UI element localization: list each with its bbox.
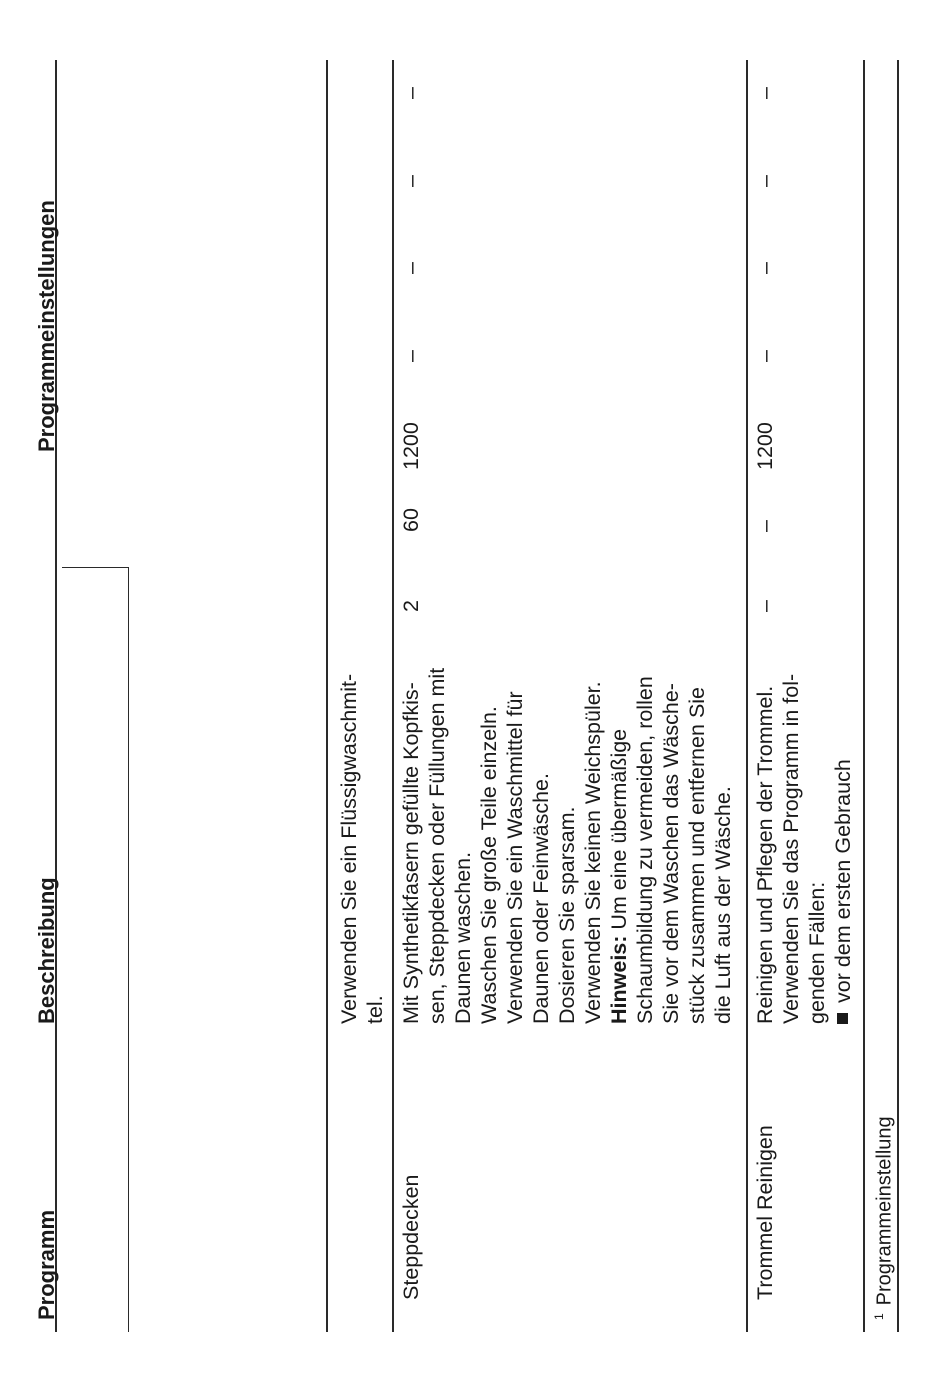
- text-line: tel.: [363, 995, 387, 1024]
- description-trommel-reinigen: [752, 674, 856, 1024]
- continuation-description: [336, 674, 388, 1024]
- note-line: [606, 668, 632, 1024]
- footnote-marker: 1: [872, 1313, 886, 1320]
- text-line: Reinigen und Pflegen der Trommel.: [753, 685, 777, 1024]
- header-description: Beschreibung: [34, 877, 59, 1024]
- rule-footnote: [863, 60, 865, 1332]
- text-line: Daunen waschen.: [451, 851, 475, 1024]
- text-line: stück zusammen und entfernen Sie: [685, 686, 709, 1024]
- program-trommel-reinigen: Trommel Reinigen: [753, 1125, 777, 1300]
- footnote-text: Programmeinstellung: [873, 1116, 896, 1306]
- text-line: genden Fällen:: [805, 881, 829, 1024]
- rule-row1-top: [392, 60, 394, 1332]
- setting-value: –: [753, 520, 777, 532]
- header-program: Programm: [34, 1209, 59, 1320]
- text-line: Verwenden Sie ein Waschmittel für: [503, 691, 527, 1024]
- setting-value: –: [399, 350, 423, 362]
- setting-value: –: [399, 262, 423, 274]
- text-line: Verwenden Sie ein Flüssigwaschmit-: [337, 673, 361, 1024]
- rule-row2-top: [746, 60, 748, 1332]
- text-line: Schaumbildung zu vermeiden, rollen: [633, 676, 657, 1024]
- text-line: Dosieren Sie sparsam.: [555, 806, 579, 1024]
- text-line: Mit Synthetikfasern gefüllte Kopfkis-: [399, 682, 423, 1024]
- setting-value: 2: [399, 600, 423, 612]
- text-line: Waschen Sie große Teile einzeln.: [477, 706, 501, 1024]
- text-line: Verwenden Sie keinen Weichspüler.: [581, 681, 605, 1024]
- setting-value: 1200: [753, 422, 777, 470]
- rule-settings-header: [62, 567, 129, 568]
- header-settings: Programmeinstellungen: [34, 200, 59, 452]
- text-line: Verwenden Sie das Programm in fol-: [779, 673, 803, 1024]
- bullet-text: vor dem ersten Gebrauch: [831, 759, 855, 1003]
- setting-value: 60: [399, 508, 423, 532]
- description-steppdecken: [398, 668, 736, 1024]
- program-steppdecken: Steppdecken: [399, 1174, 423, 1300]
- setting-value: –: [399, 87, 423, 99]
- setting-value: –: [753, 87, 777, 99]
- note-label: Hinweis:: [607, 935, 631, 1024]
- text-line: Sie vor dem Waschen das Wäsche-: [659, 683, 683, 1024]
- rule-header-bottom: [326, 60, 328, 1332]
- text-line: Daunen oder Feinwäsche.: [529, 773, 553, 1024]
- rule-bottom: [897, 60, 899, 1332]
- footnote: [867, 1116, 897, 1320]
- setting-value: –: [753, 600, 777, 612]
- bullet-square-icon: [837, 1013, 848, 1024]
- setting-value: 1200: [399, 422, 423, 470]
- setting-value: –: [753, 350, 777, 362]
- setting-value: –: [399, 175, 423, 187]
- text-line: die Luft aus der Wäsche.: [711, 786, 735, 1024]
- rule-settings-underline: [128, 568, 129, 1332]
- text-line: sen, Steppdecken oder Füllungen mit: [425, 667, 449, 1024]
- note-text: Um eine übermäßige: [607, 728, 631, 936]
- setting-value: –: [753, 175, 777, 187]
- setting-value: –: [753, 262, 777, 274]
- bullet-item: [830, 674, 856, 1024]
